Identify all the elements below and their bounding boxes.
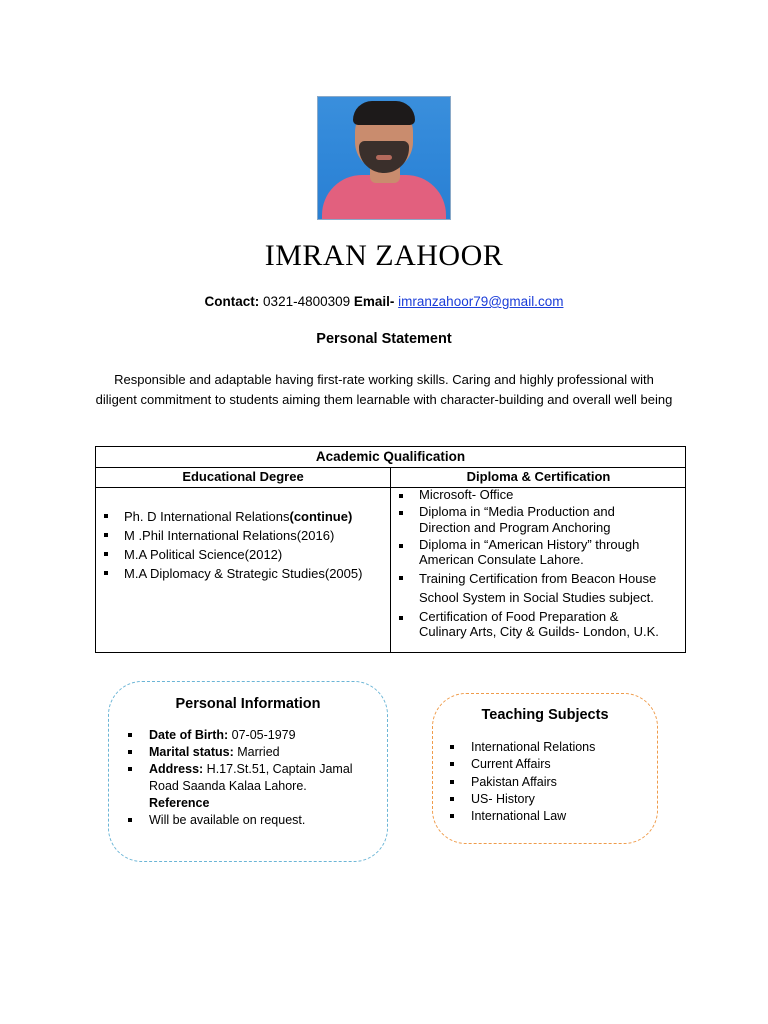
- col-header-degree: Educational Degree: [96, 467, 390, 488]
- list-item: Date of Birth: 07-05-1979: [121, 727, 371, 744]
- list-item: Marital status: Married: [121, 744, 371, 761]
- list-item: Diploma in “Media Production and Direction and Program Anchoring: [391, 504, 666, 535]
- diploma-cell: [390, 487, 686, 652]
- list-item: International Relations: [445, 739, 645, 756]
- contact-phone: 0321-4800309: [259, 294, 354, 309]
- personal-information-box: [108, 681, 388, 862]
- personal-info-heading: Personal Information: [175, 696, 321, 712]
- list-item: M.A Political Science(2012): [96, 545, 390, 564]
- list-item: M.A Diplomacy & Strategic Studies(2005): [96, 564, 390, 583]
- list-item: Certification of Food Preparation & Culinary Arts, City & Guilds- London, U.K.: [391, 609, 666, 640]
- degree-list: [96, 507, 390, 583]
- contact-line: [0, 293, 768, 311]
- teaching-heading: Teaching Subjects: [481, 707, 609, 723]
- list-item: Current Affairs: [445, 756, 645, 773]
- list-item: Pakistan Affairs: [445, 774, 645, 791]
- academic-qualification-table: [95, 446, 686, 653]
- list-item: Ph. D International Relations(continue): [96, 507, 390, 526]
- contact-label: Contact:: [204, 294, 260, 309]
- list-item: Training Certification from Beacon House School System in Social Studies subject.: [391, 569, 666, 607]
- table-title: Academic Qualification: [96, 447, 685, 468]
- list-item: Address: H.17.St.51, Captain Jamal Road Saanda Kalaa Lahore. Reference: [121, 761, 371, 812]
- list-item: Diploma in “American History” through American Consulate Lahore.: [391, 537, 666, 568]
- col-header-diploma: Diploma & Certification: [390, 467, 686, 488]
- list-item: International Law: [445, 808, 645, 825]
- email-label: Email-: [353, 294, 395, 309]
- statement-heading: Personal Statement: [316, 331, 452, 347]
- email-link[interactable]: imranzahoor79@gmail.com: [398, 294, 564, 309]
- teaching-subjects-box: [432, 693, 658, 844]
- statement-text: Responsible and adaptable having first-rate working skills. Caring and highly professional with diligent commitment to students aiming them learnable with character-building and overall well being: [95, 372, 673, 407]
- list-item: US- History: [445, 791, 645, 808]
- list-item: Will be available on request.: [121, 812, 371, 829]
- profile-photo: [317, 96, 451, 220]
- list-item: Microsoft- Office: [391, 487, 666, 503]
- person-name: IMRAN ZAHOOR: [264, 239, 504, 272]
- list-item: M .Phil International Relations(2016): [96, 526, 390, 545]
